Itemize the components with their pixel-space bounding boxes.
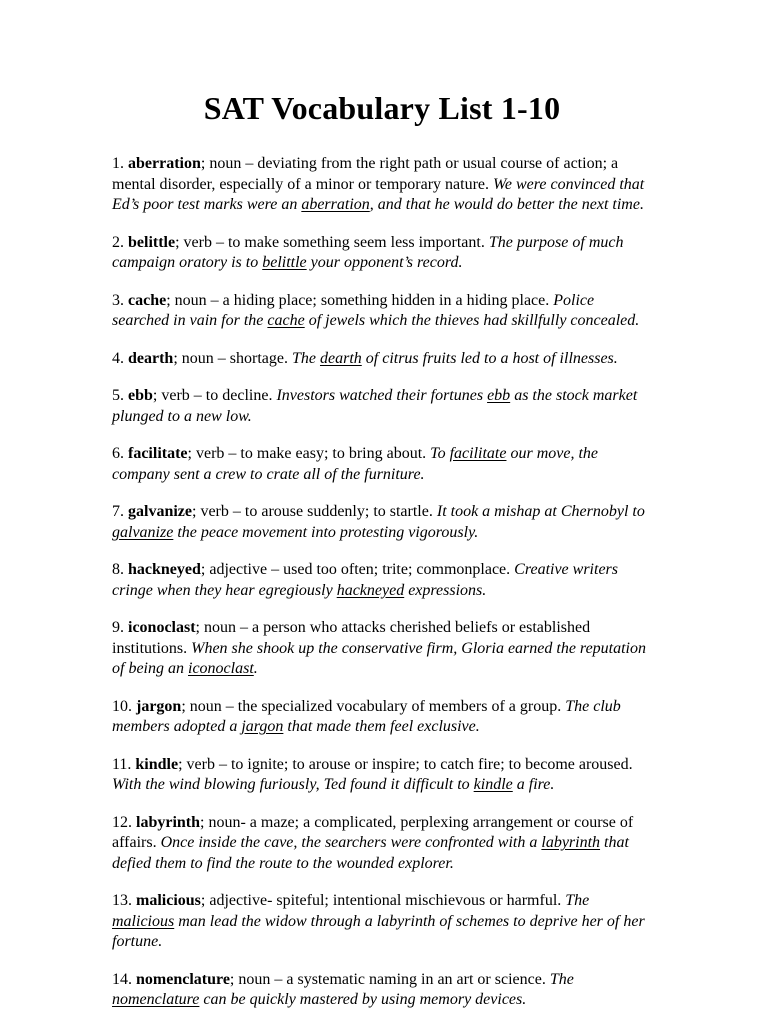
definition: to make something seem less important. bbox=[227, 233, 489, 251]
example-highlighted-word: galvanize bbox=[112, 523, 174, 541]
example-highlighted-word: aberration bbox=[301, 196, 370, 213]
example-highlighted-word: cache bbox=[267, 312, 305, 329]
vocab-entry: 5. ebb; verb – to decline. Investors watched their fortunes ebb as the stock market plunged to a new low. bbox=[112, 387, 638, 425]
example-sentence: To facilitate our move, the company sent a crew to crate all of the furniture. bbox=[112, 445, 598, 483]
example-highlighted-word: iconoclast bbox=[188, 660, 254, 677]
entry-number: 3. bbox=[112, 291, 128, 309]
definition: a person who attacks cherished beliefs or established institutions. bbox=[112, 619, 591, 657]
vocab-word: ebb bbox=[128, 387, 153, 404]
definition: to make easy; to bring about. bbox=[240, 445, 431, 462]
definition: spiteful; intentional mischievous or harmful. bbox=[276, 892, 566, 909]
vocab-entry: 3. cache; noun – a hiding place; something hidden in a hiding place. Police searched in vain for the cache of jewels which the thieves had skillfully concealed. bbox=[112, 291, 640, 329]
part-of-speech: verb bbox=[200, 503, 229, 520]
example-highlighted-word: jargon bbox=[241, 718, 284, 735]
part-of-speech: verb bbox=[183, 233, 212, 251]
entry-number: 1. bbox=[112, 155, 128, 172]
vocab-word: aberration bbox=[128, 155, 201, 172]
entry-number: 7. bbox=[112, 503, 128, 520]
vocab-entry: 14. nomenclature; noun – a systematic naming in an art or science. The nomenclature can be quickly mastered by using memory devices. bbox=[112, 970, 574, 1008]
example-sentence: Police searched in vain for the cache of jewels which the thieves had skillfully concealed. bbox=[112, 291, 640, 329]
part-of-speech: noun bbox=[209, 155, 242, 172]
definition: a systematic naming in an art or science. bbox=[286, 970, 550, 988]
entry-number: 8. bbox=[112, 561, 128, 578]
definition: deviating from the right path or usual course of action; a mental disorder, especially of a minor or temporary nature. bbox=[112, 155, 619, 193]
part-of-speech: noun bbox=[189, 697, 222, 715]
part-of-speech: adjective bbox=[209, 892, 268, 909]
entry-number: 13. bbox=[112, 892, 136, 909]
vocab-entry: 9. iconoclast; noun – a person who attacks cherished beliefs or established institutions. When she shook up the conservative firm, Gloria earned the reputation of being an iconoclast. bbox=[112, 619, 646, 677]
example-sentence: The nomenclature can be quickly mastered by using memory devices. bbox=[112, 970, 574, 1008]
vocab-entry: 1. aberration; noun – deviating from the right path or usual course of action; a mental disorder, especially of a minor or temporary nature. We were convinced that Ed’s poor test marks were an aberration, and that he would do better the next time. bbox=[112, 155, 645, 213]
vocab-word: labyrinth bbox=[136, 813, 201, 831]
part-of-speech: verb bbox=[186, 755, 215, 773]
vocab-word: dearth bbox=[128, 349, 174, 367]
example-highlighted-word: hackneyed bbox=[336, 581, 405, 599]
vocab-word: malicious bbox=[136, 892, 201, 909]
vocab-entry: 7. galvanize; verb – to arouse suddenly; to startle. It took a mishap at Chernobyl to galvanize the peace movement into protesting vigorously. bbox=[112, 503, 645, 541]
example-sentence: Once inside the cave, the searchers were confronted with a labyrinth that defied them to find the route to the wounded explorer. bbox=[112, 834, 629, 872]
definition: to decline. bbox=[205, 387, 277, 404]
example-highlighted-word: nomenclature bbox=[112, 991, 200, 1008]
example-highlighted-word: malicious bbox=[112, 912, 175, 930]
definition: shortage. bbox=[229, 349, 292, 367]
definition: used too often; trite; commonplace. bbox=[283, 561, 515, 578]
definition: to arouse suddenly; to startle. bbox=[244, 503, 437, 520]
vocab-word: hackneyed bbox=[128, 561, 201, 578]
vocab-word: facilitate bbox=[128, 445, 188, 462]
example-highlighted-word: labyrinth bbox=[541, 834, 601, 851]
part-of-speech: noun bbox=[238, 970, 271, 988]
vocab-entry: 2. belittle; verb – to make something seem less important. The purpose of much campaign oratory is to belittle your opponent’s record. bbox=[112, 233, 624, 271]
entry-number: 11. bbox=[112, 755, 136, 773]
example-highlighted-word: dearth bbox=[319, 349, 362, 367]
example-sentence: The malicious man lead the widow through a labyrinth of schemes to deprive her of her fortune. bbox=[112, 892, 645, 950]
part-of-speech: verb bbox=[195, 445, 225, 462]
entry-number: 5. bbox=[112, 387, 128, 404]
vocab-word: nomenclature bbox=[136, 970, 230, 988]
vocab-entry: 8. hackneyed; adjective – used too often; trite; commonplace. Creative writers cringe when they hear egregiously hackneyed expressions. bbox=[112, 561, 618, 599]
part-of-speech: verb bbox=[161, 387, 190, 404]
example-sentence: Investors watched their fortunes ebb as the stock market plunged to a new low. bbox=[112, 387, 638, 425]
vocab-entry: 13. malicious; adjective- spiteful; intentional mischievous or harmful. The malicious man lead the widow through a labyrinth of schemes to deprive her of her fortune. bbox=[112, 892, 645, 950]
entry-number: 10. bbox=[112, 697, 136, 715]
vocab-word: belittle bbox=[128, 233, 176, 251]
entry-number: 4. bbox=[112, 349, 128, 367]
page-title: SAT Vocabulary List 1-10 bbox=[203, 90, 561, 126]
definition: a maze; a complicated, perplexing arrangement or course of affairs. bbox=[112, 813, 634, 851]
vocab-word: galvanize bbox=[128, 503, 192, 520]
example-highlighted-word: kindle bbox=[473, 776, 513, 793]
example-sentence: The club members adopted a jargon that made them feel exclusive. bbox=[112, 697, 621, 735]
vocab-entry: 12. labyrinth; noun- a maze; a complicated, perplexing arrangement or course of affairs. Once inside the cave, the searchers were confronted with a labyrinth that defied them to find the route to the wounded explorer. bbox=[112, 813, 634, 872]
definition: a hiding place; something hidden in a hiding place. bbox=[222, 291, 554, 309]
part-of-speech: adjective bbox=[209, 561, 268, 578]
vocab-entry: 11. kindle; verb – to ignite; to arouse or inspire; to catch fire; to become aroused. With the wind blowing furiously, Ted found it difficult to kindle a fire. bbox=[112, 755, 633, 793]
vocab-entry: 4. dearth; noun – shortage. The dearth of citrus fruits led to a host of illnesses. bbox=[112, 349, 618, 367]
vocabulary-list bbox=[112, 154, 652, 1011]
example-sentence: With the wind blowing furiously, Ted found it difficult to kindle a fire. bbox=[112, 776, 555, 793]
entry-number: 14. bbox=[112, 970, 136, 988]
entry-number: 6. bbox=[112, 445, 128, 462]
part-of-speech: noun bbox=[174, 291, 207, 309]
vocab-word: jargon bbox=[136, 697, 182, 715]
example-highlighted-word: ebb bbox=[487, 387, 511, 404]
example-sentence: Creative writers cringe when they hear egregiously hackneyed expressions. bbox=[112, 561, 618, 599]
vocab-word: kindle bbox=[135, 755, 179, 773]
part-of-speech: noun bbox=[181, 349, 214, 367]
vocab-word: iconoclast bbox=[128, 619, 196, 636]
part-of-speech: noun bbox=[208, 813, 241, 831]
vocab-entry: 10. jargon; noun – the specialized vocabulary of members of a group. The club members adopted a jargon that made them feel exclusive. bbox=[112, 697, 621, 735]
definition: the specialized vocabulary of members of a group. bbox=[237, 697, 566, 715]
entry-number: 9. bbox=[112, 619, 128, 636]
vocab-word: cache bbox=[128, 291, 167, 309]
example-sentence: The purpose of much campaign oratory is to belittle your opponent’s record. bbox=[112, 233, 624, 271]
entry-number: 2. bbox=[112, 233, 128, 251]
example-sentence: It took a mishap at Chernobyl to galvanize the peace movement into protesting vigorously. bbox=[112, 503, 645, 541]
example-sentence: The dearth of citrus fruits led to a host of illnesses. bbox=[291, 349, 618, 367]
entry-number: 12. bbox=[112, 813, 136, 831]
example-highlighted-word: belittle bbox=[262, 254, 307, 271]
part-of-speech: noun bbox=[204, 619, 236, 636]
example-highlighted-word: facilitate bbox=[449, 445, 507, 462]
definition: to ignite; to arouse or inspire; to catch fire; to become aroused. bbox=[230, 755, 633, 773]
vocab-entry: 6. facilitate; verb – to make easy; to bring about. To facilitate our move, the company sent a crew to crate all of the furniture. bbox=[112, 445, 598, 483]
example-sentence: When she shook up the conservative firm, Gloria earned the reputation of being an iconoclast. bbox=[112, 639, 646, 677]
example-sentence: We were convinced that Ed’s poor test marks were an aberration, and that he would do better the next time. bbox=[112, 175, 645, 213]
